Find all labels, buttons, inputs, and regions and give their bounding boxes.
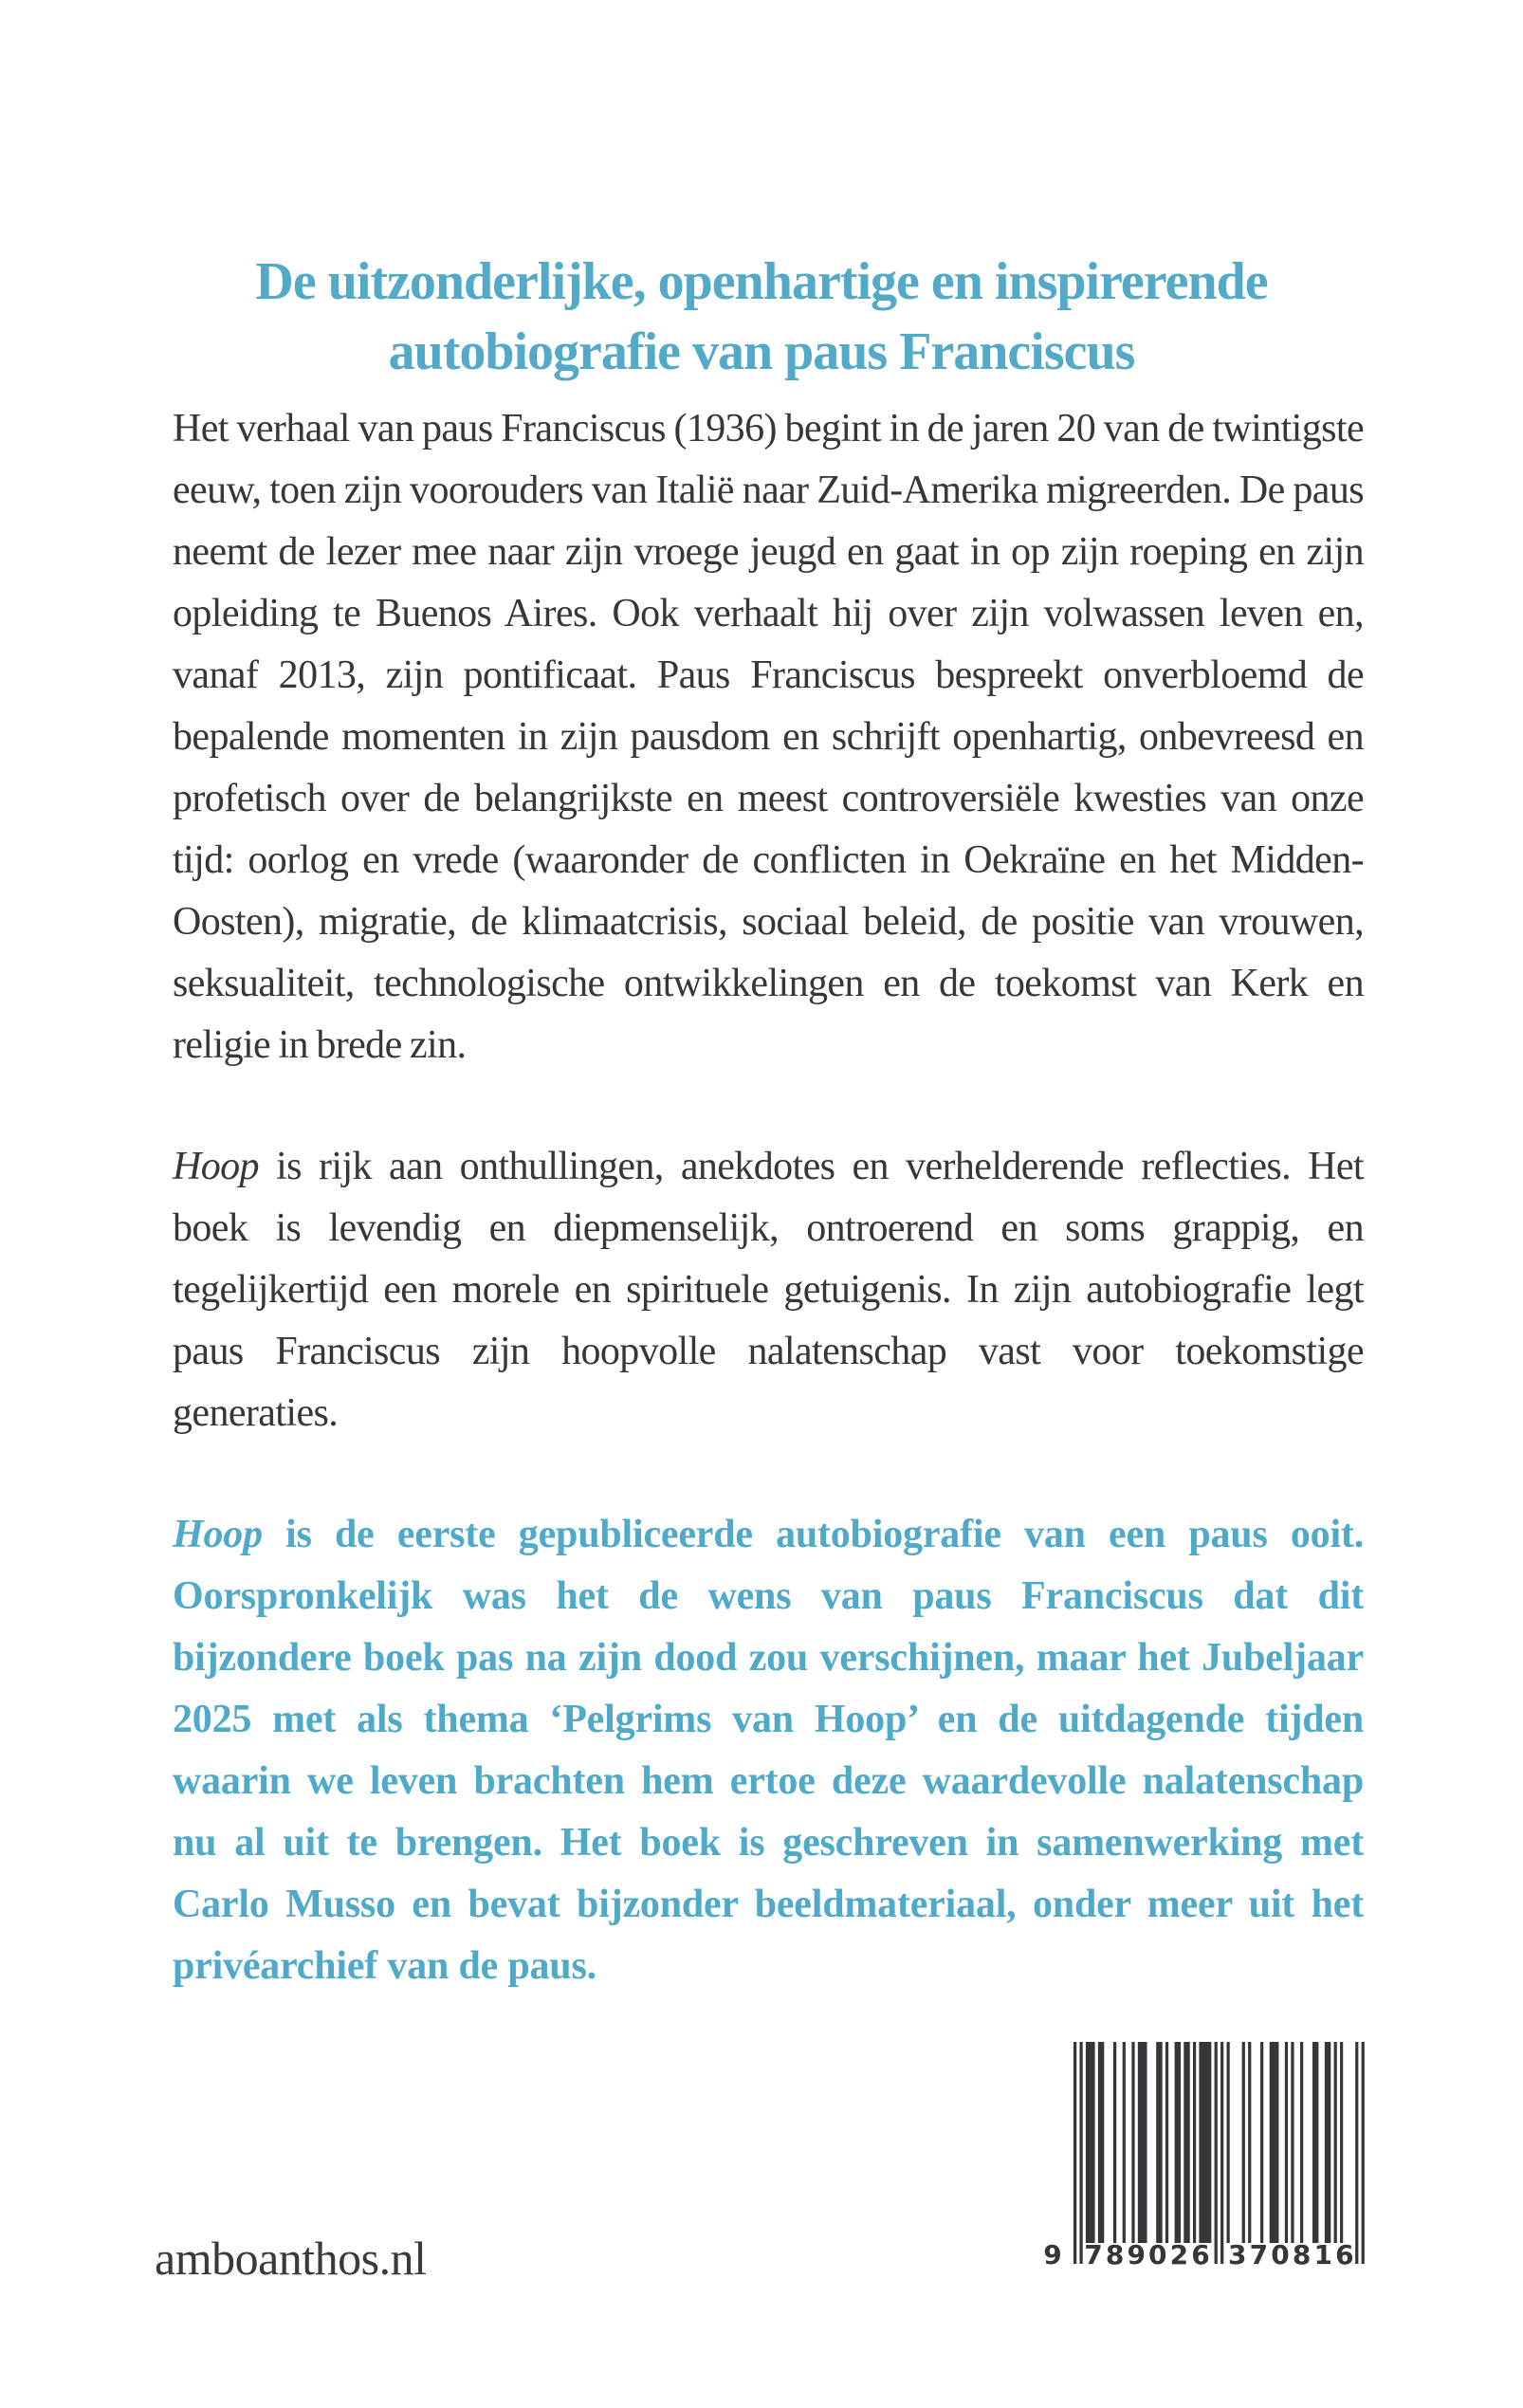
barcode-digit: 0 bbox=[1271, 2239, 1290, 2270]
page-title-line-1: De uitzonderlijke, openhartige en inspirerende bbox=[255, 251, 1268, 311]
barcode-digit: 8 bbox=[1105, 2239, 1125, 2270]
barcode-bar bbox=[1300, 2042, 1303, 2243]
barcode-bar bbox=[1079, 2042, 1082, 2264]
barcode-digit: 9 bbox=[1127, 2239, 1146, 2270]
publisher-url: amboanthos.nl bbox=[155, 2232, 427, 2285]
barcode-bar bbox=[1291, 2042, 1294, 2243]
barcode-digit: 3 bbox=[1228, 2239, 1247, 2270]
barcode-bar bbox=[1175, 2042, 1181, 2243]
barcode-digit: 9 bbox=[1043, 2239, 1062, 2270]
barcode-bar bbox=[1355, 2042, 1358, 2264]
page-title-line-2: autobiografie van paus Franciscus bbox=[388, 322, 1135, 381]
barcode-digit: 6 bbox=[1191, 2239, 1210, 2270]
barcode-bar bbox=[1334, 2042, 1337, 2243]
barcode-bar bbox=[1193, 2042, 1196, 2243]
barcode-digit: 7 bbox=[1249, 2239, 1269, 2270]
barcode-bar bbox=[1340, 2042, 1343, 2243]
barcode-bar bbox=[1113, 2042, 1116, 2243]
barcode-bar bbox=[1131, 2042, 1134, 2243]
book-title-italic: Hoop bbox=[173, 1513, 263, 1556]
book-title-italic: Hoop bbox=[173, 1145, 259, 1188]
barcode-bar bbox=[1138, 2042, 1147, 2243]
back-cover-text bbox=[173, 398, 1364, 2057]
barcode-bar bbox=[1073, 2042, 1076, 2264]
barcode-bar bbox=[1215, 2042, 1218, 2264]
isbn-barcode-svg bbox=[1037, 2042, 1371, 2270]
barcode-bar bbox=[1123, 2042, 1126, 2243]
publisher-note-text: is de eerste gepubliceerde autobiografie van een paus ooit. Oorspronkelijk was het de wens van paus Franciscus dat dit bijzondere boek pas na zijn dood zou verschijnen, maar het Jubeljaar 2025 met als thema ‘Pelgrims van Hoop’ en de uitdagende tijden waarin we leven brachten hem ertoe deze waardevolle nalatenschap nu al uit te brengen. Het boek is geschreven in samenwerking met Carlo Musso en bevat bijzonder beeldmateriaal, onder meer uit het privéarchief van de paus. bbox=[173, 1513, 1364, 1988]
barcode-bar bbox=[1248, 2042, 1251, 2243]
barcode-digit: 6 bbox=[1335, 2239, 1354, 2270]
barcode-digit: 0 bbox=[1148, 2239, 1167, 2270]
barcode-bar bbox=[1362, 2042, 1365, 2264]
barcode-bar bbox=[1285, 2042, 1288, 2243]
barcode-bar bbox=[1325, 2042, 1330, 2243]
barcode-bar bbox=[1227, 2042, 1230, 2243]
barcode-digit: 8 bbox=[1292, 2239, 1312, 2270]
barcode-bar bbox=[1270, 2042, 1279, 2243]
description-paragraph-text: is rijk aan onthullingen, anekdotes en verhelderende reflecties. Het boek is levendig en diepmenselijk, ontroerend en soms grappig, en tegelijkertijd een morele en spirituele getuigenis. In zijn autobiografie legt paus Franciscus zijn hoopvolle nalatenschap vast voor toekomstige generaties. bbox=[173, 1145, 1364, 1435]
barcode-bar bbox=[1184, 2042, 1189, 2243]
barcode-bar bbox=[1312, 2042, 1318, 2243]
barcode-bar bbox=[1098, 2042, 1104, 2243]
page-title bbox=[0, 247, 1523, 387]
barcode-digit: 2 bbox=[1169, 2239, 1189, 2270]
barcode-digit: 1 bbox=[1313, 2239, 1332, 2270]
barcode-bar bbox=[1165, 2042, 1168, 2243]
description-paragraph bbox=[173, 1136, 1364, 1444]
barcode-bar bbox=[1199, 2042, 1211, 2243]
barcode-digit: 7 bbox=[1084, 2239, 1103, 2270]
barcode-bar bbox=[1156, 2042, 1162, 2243]
isbn-barcode bbox=[1037, 2042, 1371, 2270]
barcode-bar bbox=[1220, 2042, 1223, 2264]
synopsis-paragraph: Het verhaal van paus Franciscus (1936) begint in de jaren 20 van de twintigste eeuw, toen zijn voorouders van Italië naar Zuid-Amerika migreerden. De paus neemt de lezer mee naar zijn vroege jeugd en gaat in op zijn roeping en zijn opleiding te Buenos Aires. Ook verhaalt hij over zijn volwassen leven en, vanaf 2013, zijn pontificaat. Paus Franciscus bespreekt onverbloemd de bepalende momenten in zijn pausdom en schrijft openhartig, onbevreesd en profetisch over de belangrijkste en meest controversiële kwesties van onze tijd: oorlog en vrede (waaronder de conflicten in Oekraïne en het Midden-Oosten), migratie, de klimaatcrisis, sociaal beleid, de positie van vrouwen, seksualiteit, technologische ontwikkelingen en de toekomst van Kerk en religie in brede zin. bbox=[173, 407, 1364, 1067]
barcode-bar bbox=[1260, 2042, 1263, 2243]
publisher-note-paragraph bbox=[173, 1504, 1364, 1997]
barcode-bar bbox=[1242, 2042, 1245, 2243]
barcode-bar bbox=[1086, 2042, 1095, 2243]
